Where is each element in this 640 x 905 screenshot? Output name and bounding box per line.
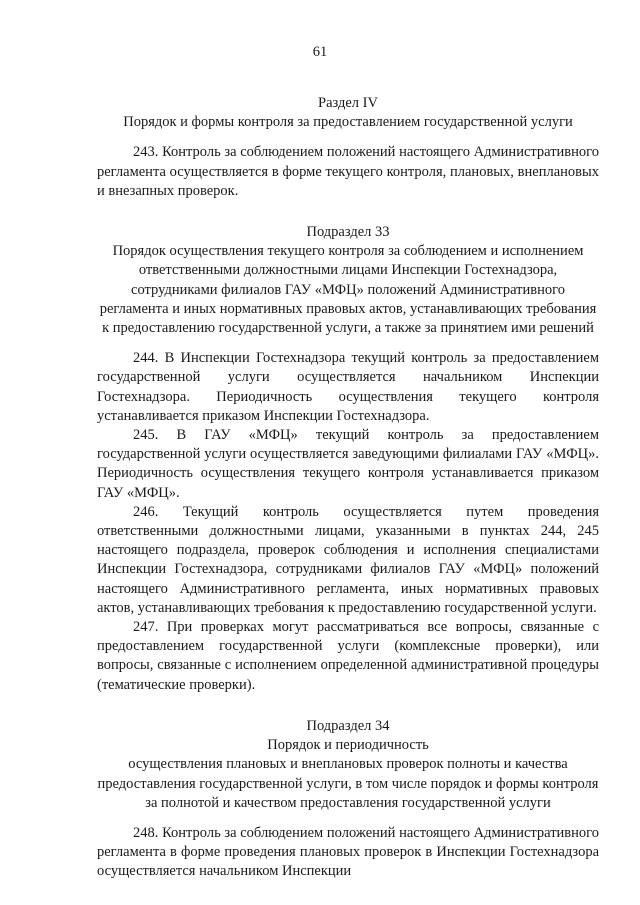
section-title: Раздел IV <box>318 95 378 111</box>
section-subtitle: Порядок и формы контроля за предоставлением государственной услуги <box>123 114 573 131</box>
document-body <box>97 94 599 882</box>
paragraph-246: 246. Текущий контроль осуществляется путем проведения ответственными должностными лицами, указанными в пунктах 244, 245 настоящего подраздела, проверок соблюдения и исполнения специалистами Инспекции Гостехнадзора, сотрудниками филиалов ГАУ «МФЦ» положений настоящего Административного регламента, иных нормативных правовых актов, устанавливающих требования к предоставлению государственной услуги. <box>97 503 599 616</box>
paragraph-245: 245. В ГАУ «МФЦ» текущий контроль за предоставлением государственной услуги осуществляется заведующими филиалами ГАУ «МФЦ». Периодичность осуществления текущего контроля устанавливается приказом ГАУ «МФЦ». <box>97 427 599 501</box>
subsection-33-title: Подраздел 33 <box>306 224 390 241</box>
paragraph-247: 247. При проверках могут рассматриваться все вопросы, связанные с предоставлением государственной услуги (комплексные проверки), или вопросы, связанные с исполнением определенной административной процедуры (тематические проверки). <box>97 619 599 693</box>
subsection-34-line1: Порядок и периодичность <box>267 737 429 754</box>
paragraph-243: 243. Контроль за соблюдением положений настоящего Административного регламента осуществляется в форме текущего контроля, плановых, внеплановых и внезапных проверок. <box>97 144 599 199</box>
paragraph-248: 248. Контроль за соблюдением положений настоящего Административного регламента в форме проведения плановых проверок в Инспекции Гостехнадзора осуществляется начальником Инспекции <box>97 824 599 880</box>
subsection-34-line2: осуществления плановых и внеплановых проверок полноты и качества предоставления государственной услуги, в том числе порядок и формы контроля за полнотой и качеством предоставления государственной услуги <box>97 756 599 811</box>
subsection-34-title: Подраздел 34 <box>306 717 390 734</box>
page-number: 61 <box>312 44 328 60</box>
paragraph-244: 244. В Инспекции Гостехнадзора текущий контроль за предоставлением государственной услуги осуществляется начальником Инспекции Гостехнадзора. Периодичность осуществления текущего контроля устанавливается приказом Инспекции Гостехнадзора. <box>97 350 599 424</box>
subsection-33-subtitle: Порядок осуществления текущего контроля за соблюдением и исполнением ответственными должностными лицами Инспекции Гостехнадзора, сотрудниками филиалов ГАУ «МФЦ» положений Административного регламента и иных нормативных правовых актов, устанавливающих требования к предоставлению государственной услуги, а также за принятием ими решений <box>99 243 597 337</box>
